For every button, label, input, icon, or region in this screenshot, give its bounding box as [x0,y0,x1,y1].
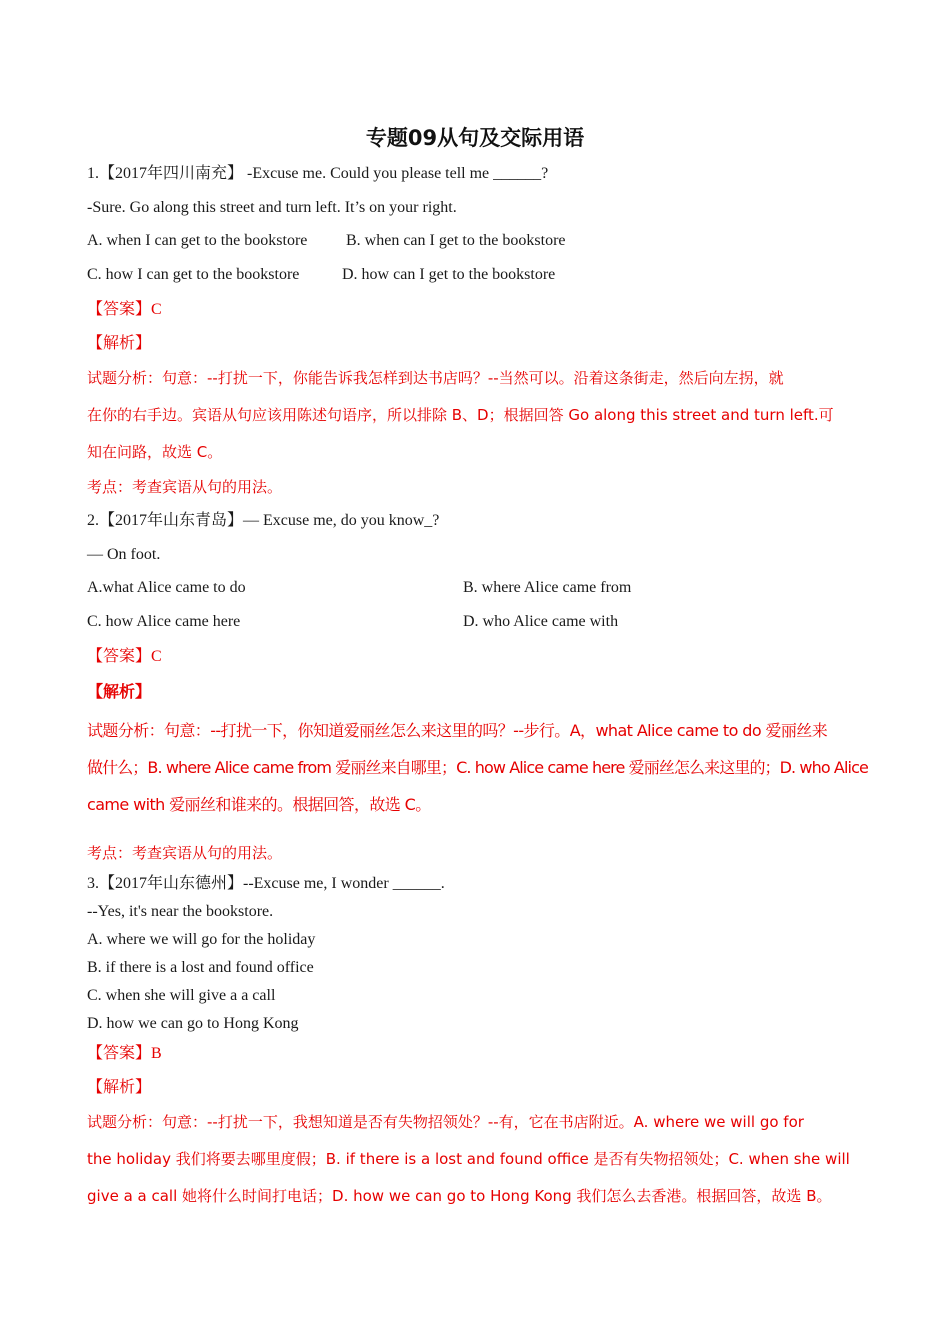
q1-answer: 【答案】C [87,301,162,318]
q1-reply: -Sure. Go along this street and turn left. It’s on your right. [87,199,457,216]
q1-exam-point: 考点：考查宾语从句的用法。 [87,478,283,496]
q3-option-d: D. how we can go to Hong Kong [87,1015,299,1032]
q2-option-b: B. where Alice came from [463,579,632,596]
q3-option-a: A. where we will go for the holiday [87,931,316,948]
q2-analysis-line-1: 试题分析：句意：--打扰一下，你知道爱丽丝怎么来这里的吗？--步行。A，what Alice came to do 爱丽丝来 [87,721,828,740]
q3-reply: --Yes, it's near the bookstore. [87,903,274,920]
q1-analysis-line-3: 知在问路，故选 C。 [87,443,223,461]
q1-option-c: C. how I can get to the bookstore [87,266,300,283]
q2-answer: 【答案】C [87,648,162,665]
q2-analysis-line-2: 做什么；B. where Alice came from 爱丽丝来自哪里；C. how Alice came here 爱丽丝怎么来这里的；D. who Alice [87,758,868,777]
q3-answer: 【答案】B [87,1045,162,1062]
q3-analysis-line-3: give a a call 她将什么时间打电话；D. how we can go to Hong Kong 我们怎么去香港。根据回答，故选 B。 [87,1187,832,1205]
q2-stem: 2.【2017年山东青岛】— Excuse me, do you know_? [87,512,440,529]
q1-option-a: A. when I can get to the bookstore [87,232,308,249]
q3-analysis-label: 【解析】 [87,1079,152,1096]
q2-reply: — On foot. [87,546,161,563]
q2-option-c: C. how Alice came here [87,613,241,630]
q3-analysis-line-2: the holiday 我们将要去哪里度假；B. if there is a lost and found office 是否有失物招领处；C. when she will [87,1150,850,1168]
q1-stem: 1.【2017年四川南充】 -Excuse me. Could you please tell me ______? [87,165,549,182]
q3-option-c: C. when she will give a a call [87,987,276,1004]
q1-analysis-line-2: 在你的右手边。宾语从句应该用陈述句语序，所以排除 B、D；根据回答 Go along this street and turn left.可 [87,406,834,424]
q2-option-d: D. who Alice came with [463,613,619,630]
q1-option-d: D. how can I get to the bookstore [342,266,556,283]
q3-analysis-line-1: 试题分析：句意：--打扰一下，我想知道是否有失物招领处？--有，它在书店附近。A. where we will go for [87,1113,804,1131]
q1-analysis-line-1: 试题分析：句意：--打扰一下，你能告诉我怎样到达书店吗？--当然可以。沿着这条街走，然后向左拐，就 [87,369,784,387]
q1-analysis-label: 【解析】 [87,335,152,352]
q2-analysis-label: 【解析】 [87,684,152,701]
q2-analysis-line-3: came with 爱丽丝和谁来的。根据回答，故选 C。 [87,795,431,814]
q3-option-b: B. if there is a lost and found office [87,959,314,976]
q2-exam-point: 考点：考查宾语从句的用法。 [87,844,283,862]
q3-stem: 3.【2017年山东德州】--Excuse me, I wonder ______. [87,875,445,892]
q2-option-a: A.what Alice came to do [87,579,246,596]
page-title: 专题09从句及交际用语 [365,126,585,150]
q1-option-b: B. when can I get to the bookstore [346,232,566,249]
